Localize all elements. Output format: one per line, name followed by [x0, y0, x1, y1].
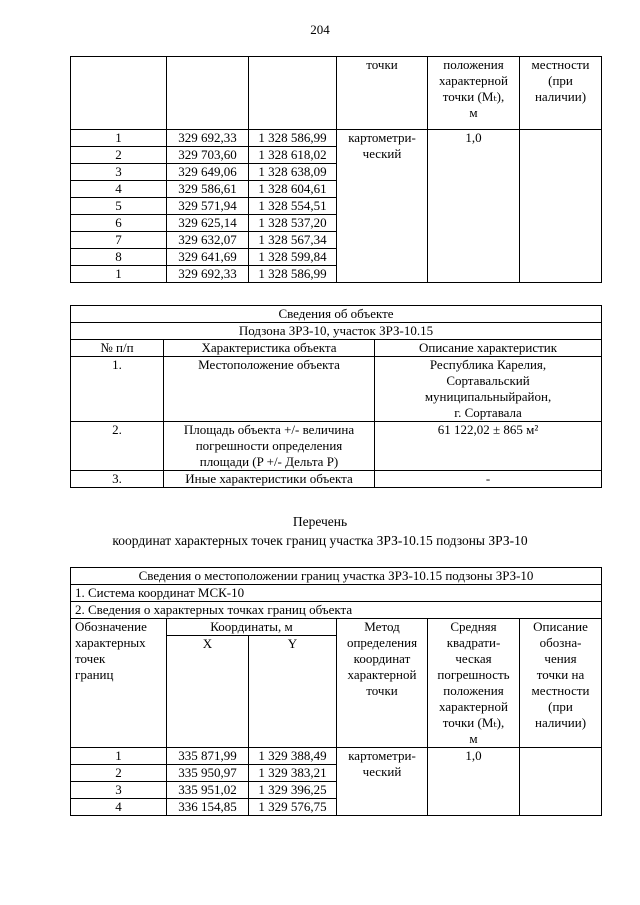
error-cell: 1,0 — [428, 748, 520, 816]
error-header: Средняя квадрати- ческая погрешность положения характерной точки (Mₜ), м — [428, 619, 520, 748]
table-row: 6 329 625,14 1 328 537,20 — [71, 215, 602, 232]
description-header: Описание обозна- чения точки на местности (при наличии) — [520, 619, 602, 748]
section-title: 2. Сведения о характерных точках границ объекта — [71, 602, 602, 619]
table-row: 1. Местоположение объекта Республика Карелия, Сортавальский муниципальныйрайон, г. Сортавала — [71, 357, 602, 422]
description-header: местности (при наличии) — [520, 57, 602, 130]
table-row: 2 335 950,97 1 329 383,21 — [71, 765, 602, 782]
method-header: точки — [337, 57, 428, 130]
coordinate-system: 1. Система координат МСК-10 — [71, 585, 602, 602]
x-header: X — [167, 636, 249, 748]
table-row: 1 329 692,33 1 328 586,99 картометри- ческий 1,0 — [71, 130, 602, 147]
y-header: Y — [249, 636, 337, 748]
table-row: 1 335 871,99 1 329 388,49 картометри- ческий 1,0 — [71, 748, 602, 765]
object-info-subtitle: Подзона ЗРЗ-10, участок ЗРЗ-10.15 — [71, 323, 602, 340]
error-header: положения характерной точки (Mₜ), м — [428, 57, 520, 130]
object-info-table — [70, 305, 602, 488]
page-number: 204 — [310, 22, 330, 37]
boundary-table-title: Сведения о местоположении границ участка ЗРЗ-10.15 подзоны ЗРЗ-10 — [71, 568, 602, 585]
table-row: 4 329 586,61 1 328 604,61 — [71, 181, 602, 198]
coordinates-table-continued — [70, 56, 602, 283]
table-row: 5 329 571,94 1 328 554,51 — [71, 198, 602, 215]
description-cell — [520, 748, 602, 816]
designation-header: Обозначение характерных точек границ — [71, 619, 167, 748]
boundary-coordinates-table — [70, 567, 602, 816]
table-header-row — [71, 619, 602, 636]
object-info-title: Сведения об объекте — [71, 306, 602, 323]
coordinates-header: Координаты, м — [167, 619, 337, 636]
table-header-row — [71, 57, 602, 130]
table-row: 1 329 692,33 1 328 586,99 — [71, 266, 602, 283]
table-row: 7 329 632,07 1 328 567,34 — [71, 232, 602, 249]
table-header-row: № п/п Характеристика объекта Описание характеристик — [71, 340, 602, 357]
list-subheading: координат характерных точек границ участка ЗРЗ-10.15 подзоны ЗРЗ-10 — [112, 533, 528, 548]
table-row: 3. Иные характеристики объекта - — [71, 471, 602, 488]
method-cell: картометри- ческий — [337, 748, 428, 816]
table-row: 3 335 951,02 1 329 396,25 — [71, 782, 602, 799]
method-cell: картометри- ческий — [337, 130, 428, 283]
description-cell — [520, 130, 602, 283]
table-row: 8 329 641,69 1 328 599,84 — [71, 249, 602, 266]
table-row: 4 336 154,85 1 329 576,75 — [71, 799, 602, 816]
table-row: 2. Площадь объекта +/- величина погрешности определения площади (P +/- Дельта P) 61 122,02 ± 865 м² — [71, 422, 602, 471]
list-heading: Перечень — [292, 514, 348, 529]
method-header: Метод определения координат характерной точки — [337, 619, 428, 748]
table-row: 2 329 703,60 1 328 618,02 — [71, 147, 602, 164]
table-row: 3 329 649,06 1 328 638,09 — [71, 164, 602, 181]
error-cell: 1,0 — [428, 130, 520, 283]
